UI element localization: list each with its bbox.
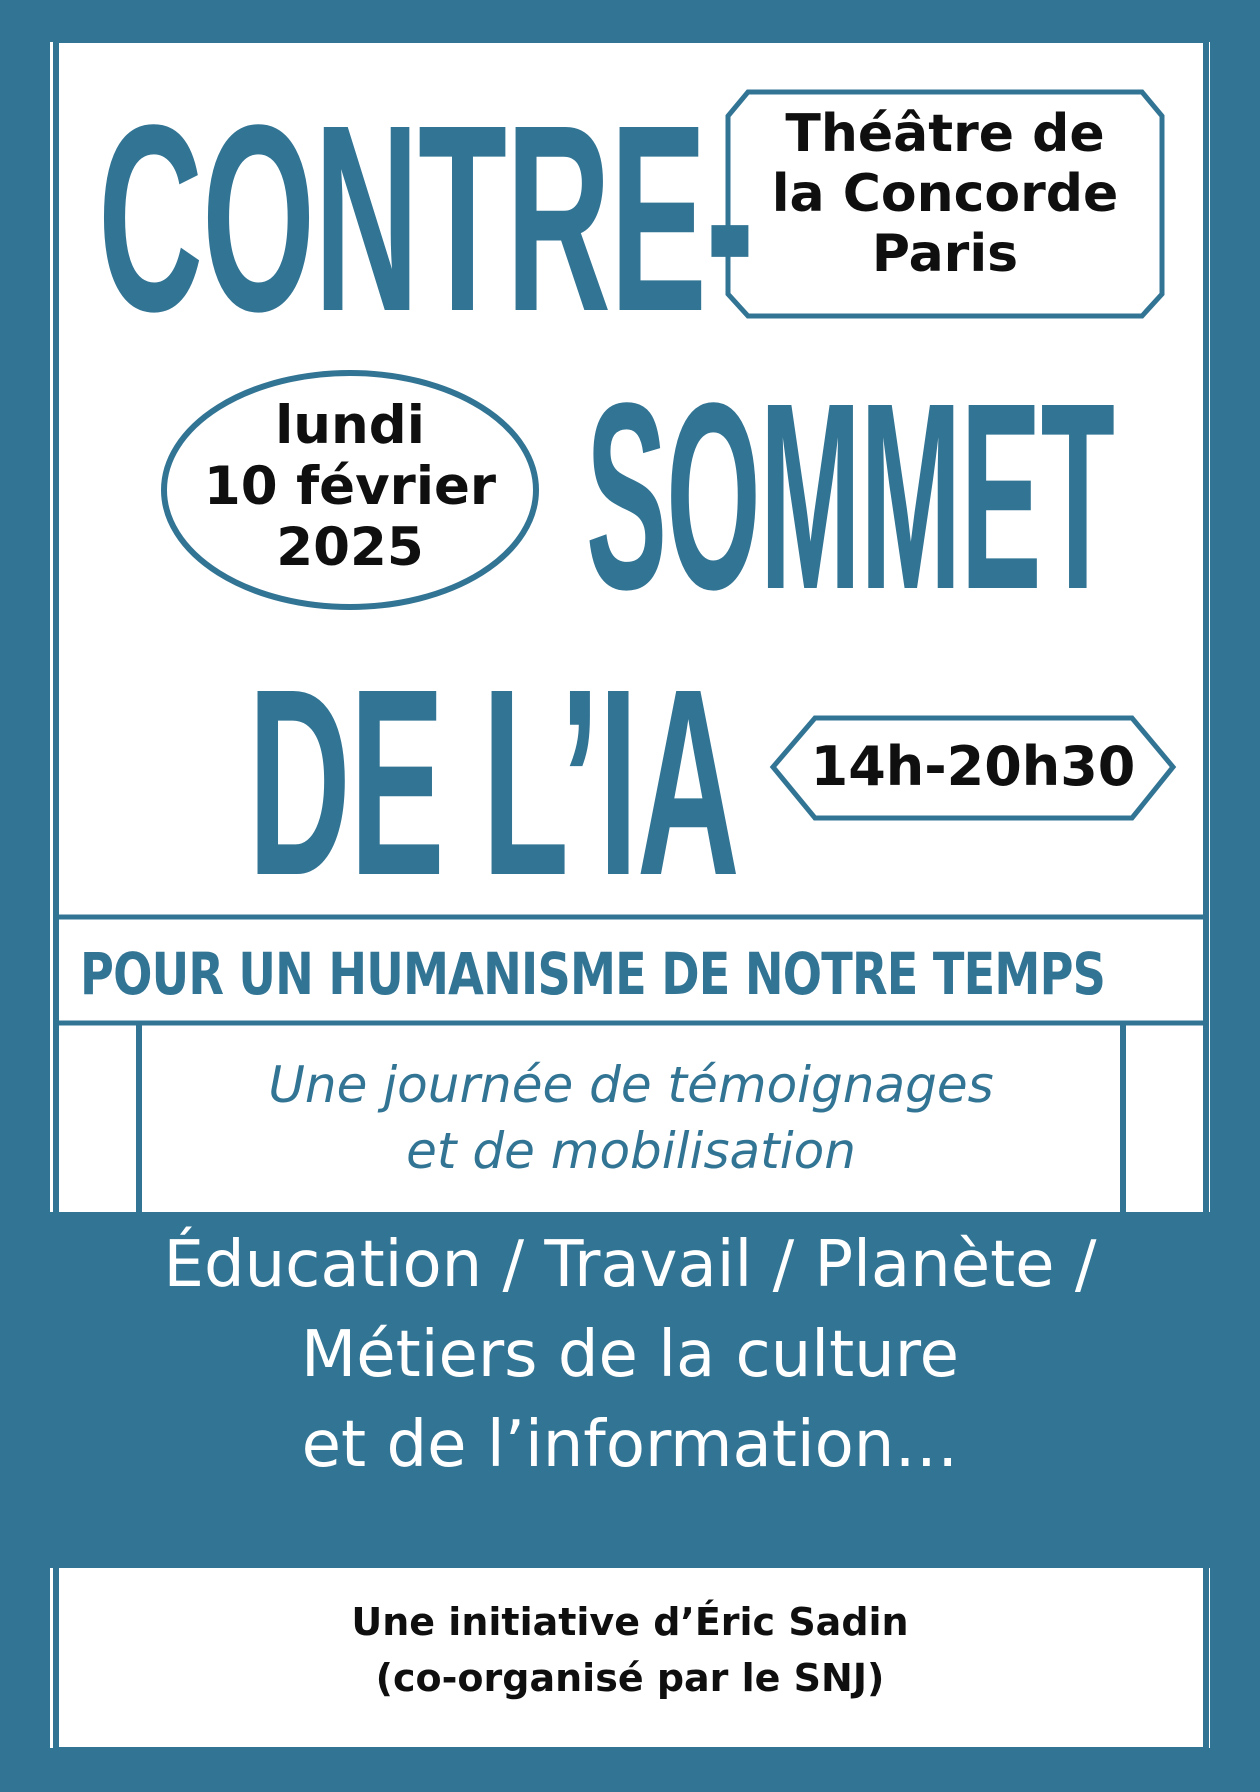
date-line-2: 10 février — [203, 456, 497, 517]
top-band — [0, 0, 1260, 42]
right-margin-band — [1210, 0, 1260, 1792]
venue-text — [728, 104, 1162, 284]
subtitle — [139, 1052, 1123, 1184]
date-line-3: 2025 — [276, 517, 424, 578]
left-margin-band — [0, 0, 50, 1792]
credits-line-1: Une initiative d’Éric Sadin — [351, 1600, 909, 1644]
themes-line-1: Éducation / Travail / Planète / — [163, 1228, 1097, 1302]
venue-line-3: Paris — [871, 224, 1019, 284]
date-line-1: lundi — [275, 395, 425, 456]
venue-line-2: la Concorde — [771, 164, 1119, 224]
subtitle-line-1: Une journée de témoignages — [268, 1056, 994, 1114]
themes-line-3: et de l’information… — [301, 1408, 959, 1482]
title-line-1: CONTRE- — [98, 70, 754, 367]
credits — [50, 1594, 1210, 1706]
venue-line-1: Théâtre de — [785, 104, 1105, 164]
bottom-band — [0, 1748, 1260, 1792]
themes — [50, 1220, 1210, 1490]
themes-line-2: Métiers de la culture — [301, 1318, 959, 1392]
title-line-3: DE L’IA — [248, 634, 739, 931]
time-text: 14h-20h30 — [810, 735, 1136, 798]
subtitle-line-2: et de mobilisation — [406, 1122, 856, 1180]
tagline: POUR UN HUMANISME DE NOTRE TEMPS — [80, 940, 1106, 1008]
date-text — [164, 395, 536, 578]
credits-line-2: (co-organisé par le SNJ) — [375, 1656, 885, 1700]
title-line-2: SOMMET — [586, 348, 1115, 645]
